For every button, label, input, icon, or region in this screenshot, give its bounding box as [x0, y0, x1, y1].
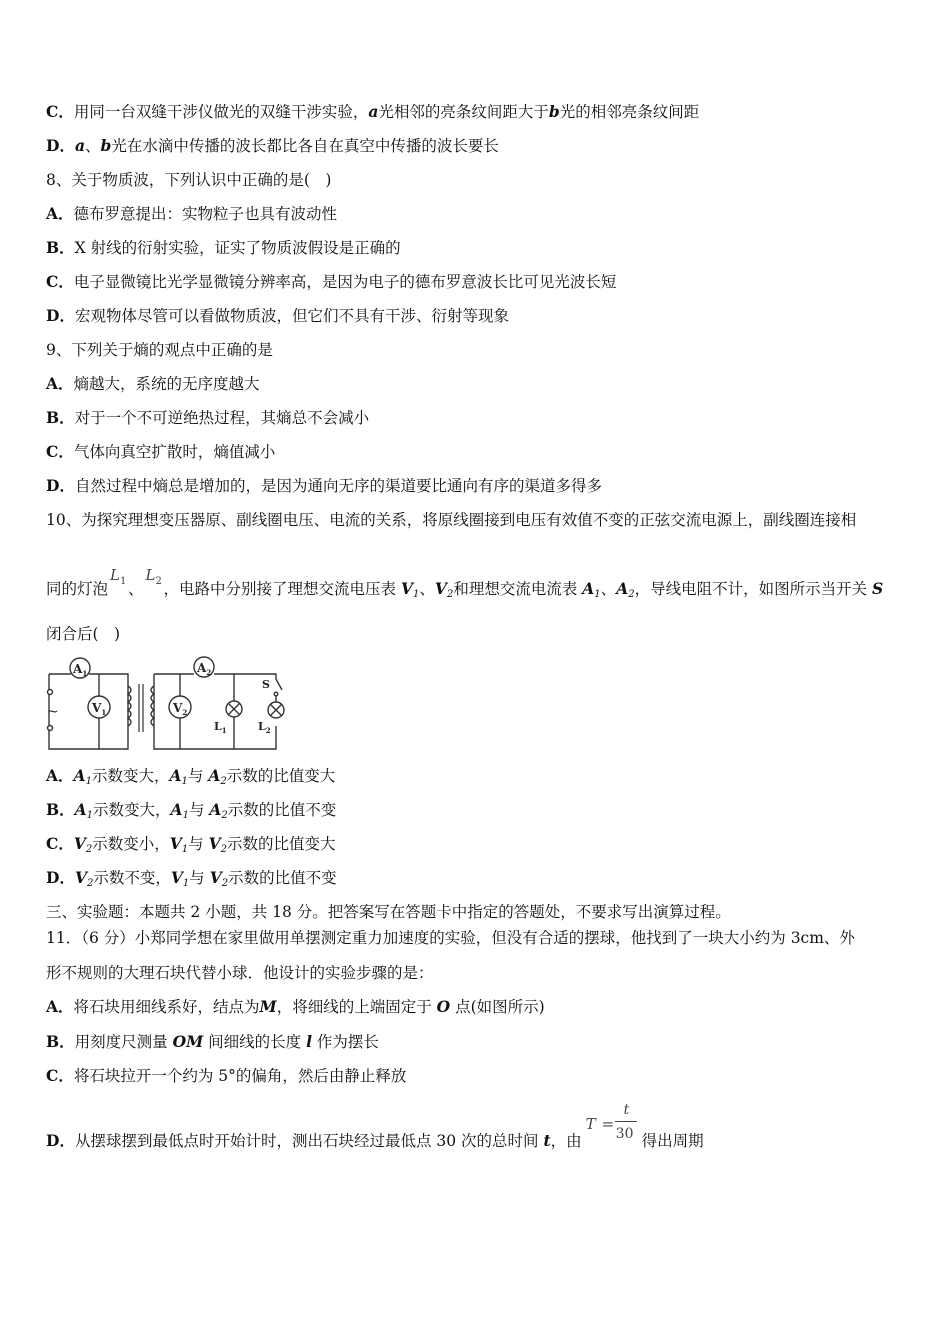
q10-stem-line1: 10、为探究理想变压器原、副线圈电压、电流的关系，将原线圈接到电压有效值不变的正弦交流电源上，副线圈连接相 — [46, 511, 857, 529]
q11-stem-line2: 形不规则的大理石块代替小球．他设计的实验步骤的是： — [46, 964, 434, 982]
q11-option-a: A．将石块用细线系好，结点为M，将细线的上端固定于 O 点(如图所示) — [46, 997, 545, 1016]
q10-option-b: B．$A_1$示数变大，$A_1$与 $A_2$示数的比值不变 — [46, 800, 337, 821]
formula-denominator: 30 — [615, 1126, 634, 1142]
formula-equals: = — [601, 1115, 615, 1133]
formula-t-symbol: T — [585, 1115, 596, 1133]
transformer-core — [139, 684, 143, 732]
source-terminal-bottom — [48, 726, 53, 731]
source-terminal-top — [48, 690, 53, 695]
transformer-circuit-diagram — [46, 654, 296, 754]
q8-option-d: D．宏观物体尽管可以看做物质波，但它们不具有干涉、衍射等现象 — [46, 306, 509, 325]
q10-stem-line3: 闭合后( ) — [46, 625, 121, 643]
q8-option-a: A．德布罗意提出：实物粒子也具有波动性 — [46, 204, 338, 223]
q9-option-c: C．气体向真空扩散时，熵值减小 — [46, 442, 276, 461]
ac-source-symbol: ~ — [47, 704, 59, 720]
q11-stem-line1: 11．（6 分）小郑同学想在家里做用单摆测定重力加速度的实验，但没有合适的摆球，他找到了一块大小约为 3cm、外 — [46, 929, 855, 947]
q9-option-b: B．对于一个不可逆绝热过程，其熵总不会减小 — [46, 408, 370, 427]
q10-stem-line2: 同的灯泡 L 1 、 L 2 ，电路中分别接了理想交流电压表 $V_1$、$V_2$和理想交流电流表 $A_1$、$A_2$，导线电阻不计，如图所示当开关 S — [46, 566, 884, 600]
q9-option-a: A．熵越大，系统的无序度越大 — [46, 374, 260, 393]
q9-option-d: D．自然过程中熵总是增加的，是因为通向无序的渠道要比通向有序的渠道多得多 — [46, 476, 602, 495]
ammeter-a1-label: $A_1$ — [73, 662, 88, 678]
q11-option-d: D．从摆球摆到最低点时开始计时，测出石块经过最低点 30 次的总时间 t，由 T = t 30 得出周期 — [46, 1102, 704, 1150]
q10-option-d: D．$V_2$示数不变，$V_1$与 $V_2$示数的比值不变 — [46, 868, 337, 889]
voltmeter-v2-label: $V_2$ — [173, 701, 188, 717]
q7-option-c: C．用同一台双缝干涉仪做光的双缝干涉实验，a光相邻的亮条纹间距大于b光的相邻亮条纹间距 — [46, 102, 700, 121]
q8-stem: 8、关于物质波，下列认识中正确的是( ) — [46, 171, 332, 189]
q11-option-b: B．用刻度尺测量 OM 间细线的长度 l 作为摆长 — [46, 1032, 379, 1051]
period-formula — [582, 1102, 642, 1146]
voltmeter-v1-label: $V_1$ — [92, 701, 107, 717]
q11-option-c: C．将石块拉开一个约为 5°的偏角，然后由静止释放 — [46, 1066, 407, 1085]
fraction-bar — [615, 1121, 637, 1122]
section-3-heading: 三、实验题：本题共 2 小题，共 18 分。把答案写在答题卡中指定的答题处，不要求写出演算过程。 — [46, 903, 731, 921]
q8-option-b: B．X 射线的衍射实验，证实了物质波假设是正确的 — [46, 238, 401, 257]
lamp-l2-label: $L_2$ — [258, 720, 271, 735]
q7-option-d: D．a、b光在水滴中传播的波长都比各自在真空中传播的波长要长 — [46, 136, 499, 155]
q10-option-c: C．$V_2$示数变小，$V_1$与 $V_2$示数的比值变大 — [46, 834, 336, 855]
formula-numerator: t — [623, 1102, 630, 1118]
lamp-l1-label: $L_1$ — [214, 720, 227, 735]
q10-option-a: A．$A_1$示数变大，$A_1$与 $A_2$示数的比值变大 — [46, 766, 336, 787]
q9-stem: 9、下列关于熵的观点中正确的是 — [46, 341, 273, 359]
ammeter-a2-label: $A_2$ — [197, 661, 212, 677]
switch-contact — [274, 692, 278, 696]
switch-s-label: S — [262, 678, 270, 691]
math-l2: L 2 — [145, 566, 162, 587]
q8-option-c: C．电子显微镜比光学显微镜分辨率高，是因为电子的德布罗意波长比可见光波长短 — [46, 272, 617, 291]
math-l1: L 1 — [110, 566, 127, 587]
switch-s — [276, 679, 282, 702]
